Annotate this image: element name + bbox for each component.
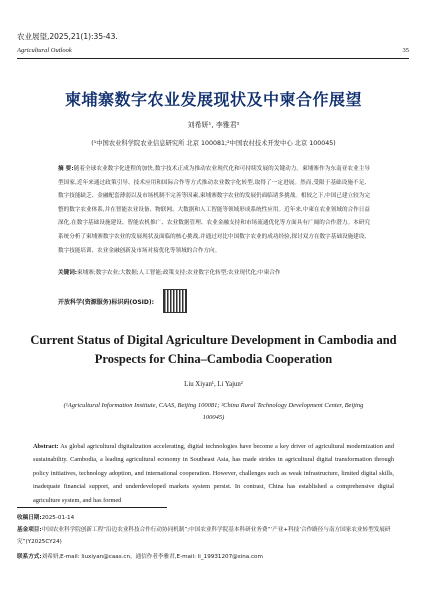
contact-label: 联系方式: <box>17 554 42 560</box>
footnote-funding <box>17 524 412 548</box>
footnote-rule <box>17 507 167 508</box>
journal-citation: 农业展望,2025,21(1):35-43. <box>17 32 118 41</box>
keywords-label: 关键词: <box>58 270 78 276</box>
footnote-contact <box>17 551 412 563</box>
journal-name-en: Agricultural Outlook <box>17 47 72 54</box>
contact-text: 刘希妍,E-mail: liuxiyan@caas.cn。通信作者李雅君,E-mail: li_19931207@sina.com <box>41 554 263 560</box>
page-number: 35 <box>402 47 409 54</box>
title-chinese: 柬埔寨数字农业发展现状及中柬合作展望 <box>64 90 362 109</box>
abstract-english <box>33 440 394 507</box>
osid-label: 开放科学(资源服务)标识码(OSID): <box>58 299 155 306</box>
header-rule <box>17 58 409 59</box>
affiliation-chinese: (¹中国农业科学院农业信息研究所 北京 100081;²中国农村技术开发中心 北京 100045) <box>91 140 336 147</box>
abstract-chinese-text: 随着全球农业数字化进程的加快,数字技术正成为推动农业现代化和可持续发展的关键动力。柬埔寨作为东南亚农业主导型国家,近年来通过政策引导、技术应用和国际合作等方式推动农业数字化转型,取得了一定进展。然而,受限于基础设施不足、数字技能缺乏、金融配套薄弱以及市场机制不完善等因素,柬埔寨数字农业的发展仍面临诸多挑战。相较之下,中国已建立较为完整的数字农业体系,并在智能农业设备、物联网、大数据和人工智能等领域形成系统性应用。近年来,中柬在农业领域的合作日益深化,在数字基础设施建设、智能农机推广、农业数据管理、农业金融支持和市场流通优化等方面具有广阔的合作潜力。本研究系统分析了柬埔寨数字农业的发展现状及面临的核心挑战,并通过对比中国数字农业的成功经验,探讨双方在数字基础设施建设、数字技能培训、农业金融创新及市场对接优化等领域的合作方向。 <box>58 166 371 254</box>
received-label: 收稿日期: <box>17 515 42 521</box>
funding-text: 中国农业科学院创新工程“沿边农业科技合作行动协同机制”;中国农业科学院基本科研业务费“‘产业+科技’合作路径与南方国家农业转型发展研究”(Y2025CY24) <box>17 527 391 545</box>
funding-label: 基金项目: <box>17 527 42 533</box>
abstract-english-text: As global agricultural digitalization accelerating, digital technologies have become a key driver of agricultural modernization and sustainability. Cambodia, a leading agricultural economy in Southeast Asia, has made strides in agricultural digital transformation through policy initiatives, technology adoption, and international cooperation. However, challenges such as weak infrastructure, limited digital skills, inadequate financial support, and underdeveloped markets system persist. In contrast, China has established a comprehensive digital agriculture system, and has formed <box>33 443 394 504</box>
authors-english: Liu Xiyan¹, Li Yajun² <box>184 381 243 388</box>
title-english: Current Status of Digital Agriculture Development in Cambodia and Prospects for China–Cambodia Cooperation <box>30 333 397 366</box>
abstract-chinese <box>58 163 370 258</box>
keywords-text: 柬埔寨;数字农业;大数据;人工智能;政策支持;农业数字化转型;农业现代化;中柬合作 <box>77 270 281 276</box>
qr-code-icon <box>163 289 187 313</box>
keywords-chinese <box>58 268 370 276</box>
received-date: 2025-01-14 <box>41 515 75 521</box>
footnote-received <box>17 512 412 524</box>
abstract-english-label: Abstract: <box>33 443 59 450</box>
authors-chinese: 刘希妍¹, 李雅君² <box>187 121 240 129</box>
affiliation-english: (¹Agricultural Information Institute, CAAS, Beijing 100081; ²China Rural Technology Development Center, Beijing 100045) <box>63 402 364 421</box>
abstract-chinese-label: 摘 要: <box>58 166 74 172</box>
